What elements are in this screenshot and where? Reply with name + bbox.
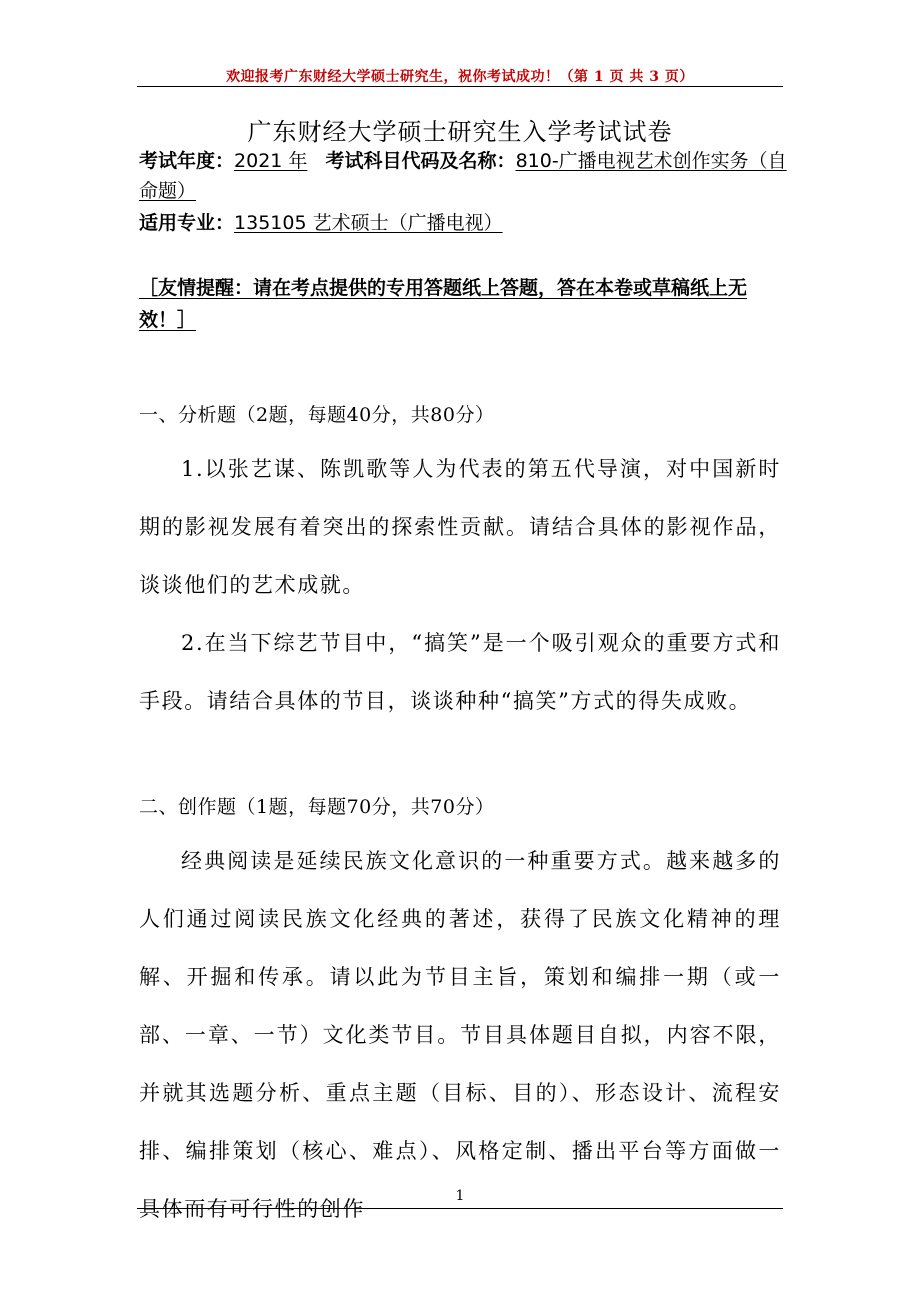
subject-value: 810-广播电视艺术创作实务（自命题） [139, 150, 787, 202]
exam-info-year-subject [139, 146, 789, 206]
section-heading-analysis: 一、分析题（2题，每题40分，共80分） [139, 404, 495, 426]
page-number: 1 [455, 1188, 465, 1204]
question-2: 2.在当下综艺节目中，“搞笑”是一个吸引观众的重要方式和手段。请结合具体的节目，谈谈种种“搞笑”方式的得失成败。 [139, 631, 781, 713]
major-value: 135105 艺术硕士（广播电视） [234, 212, 503, 234]
header-banner: 欢迎报考广东财经大学硕士研究生，祝你考试成功！（第 1 页 共 3 页） [226, 69, 694, 85]
header-divider [137, 86, 783, 87]
answer-notice: ［友情提醒：请在考点提供的专用答题纸上答题，答在本卷或草稿纸上无效！］ [139, 277, 748, 331]
section-heading-creation: 二、创作题（1题，每题70分，共70分） [139, 796, 495, 818]
footer-divider [137, 1208, 783, 1209]
question-1: 1.以张艺谋、陈凯歌等人为代表的第五代导演，对中国新时期的影视发展有着突出的探索性贡献。请结合具体的影视作品，谈谈他们的艺术成就。 [139, 457, 781, 597]
year-label: 考试年度： [139, 150, 235, 172]
major-label: 适用专业： [139, 212, 235, 234]
question-3: 经典阅读是延续民族文化意识的一种重要方式。越来越多的人们通过阅读民族文化经典的著述，获得了民族文化精神的理解、开掘和传承。请以此为节目主旨，策划和编排一期（或一部、一章、一节）文化类节目。节目具体题目自拟，内容不限，并就其选题分析、重点主题（目标、目的）、形态设计、流程安排、编排策划（核心、难点）、风格定制、播出平台等方面做一具体而有可行性的创作 [139, 849, 781, 1221]
exam-info-major [139, 208, 789, 238]
year-value: 2021 年 [234, 150, 308, 172]
subject-label: 考试科目代码及名称： [325, 150, 516, 172]
exam-title: 广东财经大学硕士研究生入学考试试卷 [247, 118, 673, 146]
